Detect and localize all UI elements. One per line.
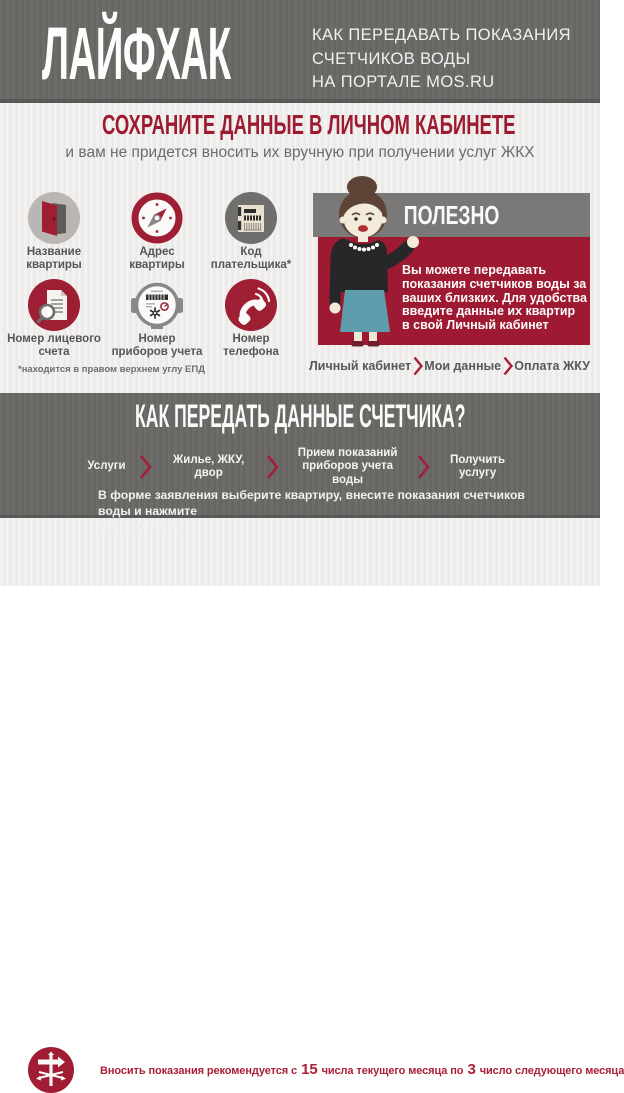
end-day: 3 [467, 1061, 476, 1078]
transmit-instructions: В форме заявления выберите квартиру, внесите показания счетчиков воды и нажмите «Отправить». [98, 488, 525, 533]
chevron-right-icon [139, 454, 152, 480]
poster-subtitle: КАК ПЕРЕДАВАТЬ ПОКАЗАНИЯ СЧЕТЧИКОВ ВОДЫ НА ПОРТАЛЕ MOS.RU [312, 26, 571, 91]
info-item-label: Код плательщика* [210, 246, 292, 271]
info-item-flat-name [2, 192, 106, 272]
breadcrumb-item: Оплата ЖКУ [514, 359, 590, 373]
info-item-meter-number [105, 279, 209, 359]
info-item-label: Номер лицевого счета [7, 333, 101, 358]
account-search-icon [28, 279, 80, 331]
epd-document-icon [225, 192, 277, 244]
breadcrumb-item: Личный кабинет [309, 359, 412, 373]
note-text: числа текущего месяца по [321, 1065, 464, 1077]
breadcrumb-item: Мои данные [424, 359, 502, 373]
info-item-label: Название квартиры [26, 246, 82, 271]
info-item-payer-code [199, 192, 303, 272]
recommendation-note [100, 1061, 624, 1078]
signpost-icon [28, 1047, 74, 1093]
useful-badge-label: ПОЛЕЗНО [403, 200, 500, 230]
water-meter-icon [131, 279, 183, 331]
info-item-label: Номер телефона [223, 333, 279, 358]
footer-strip [0, 518, 624, 1078]
info-item-label: Номер приборов учета [111, 333, 203, 358]
step-item: Жилье, ЖКУ, двор [172, 453, 245, 479]
transmit-section [0, 393, 600, 533]
compass-icon [131, 192, 183, 244]
door-icon [28, 192, 80, 244]
info-item-account-number [2, 279, 106, 359]
chevron-right-icon [266, 454, 279, 480]
start-day: 15 [301, 1061, 318, 1078]
save-section-title: СОХРАНИТЕ ДАННЫЕ В ЛИЧНОМ КАБИНЕТЕ [101, 109, 516, 140]
service-steps [0, 443, 600, 491]
tip-text: Вы можете передавать показания счетчиков воды за ваших близких. Для удобства введите данные их квартир в свой Личный кабинет [402, 263, 588, 333]
assistant-illustration [316, 174, 434, 348]
transmit-section-title: КАК ПЕРЕДАТЬ ДАННЫЕ СЧЕТЧИКА? [135, 398, 466, 434]
note-text: число следующего месяца [479, 1065, 624, 1077]
phone-icon [225, 279, 277, 331]
chevron-right-icon [503, 356, 513, 376]
info-item-label: Адрес квартиры [129, 246, 185, 271]
step-item: Прием показаний приборов учета воды [297, 446, 398, 486]
header-banner [0, 0, 600, 103]
step-item: Получить услугу [450, 453, 506, 479]
payer-code-footnote: *находится в правом верхнем углу ЕПД [18, 364, 205, 375]
save-section-subtitle: и вам не придется вносить их вручную при получении услуг ЖКХ [65, 144, 535, 161]
chevron-right-icon [413, 356, 423, 376]
poster-title: ЛАЙФХАК [42, 12, 231, 95]
step-item: Услуги [87, 460, 126, 473]
account-breadcrumb [309, 355, 590, 377]
info-item-phone-number [199, 279, 303, 359]
note-text: Вносить показания рекомендуется с [100, 1065, 298, 1077]
info-item-address [105, 192, 209, 272]
chevron-right-icon [417, 454, 430, 480]
